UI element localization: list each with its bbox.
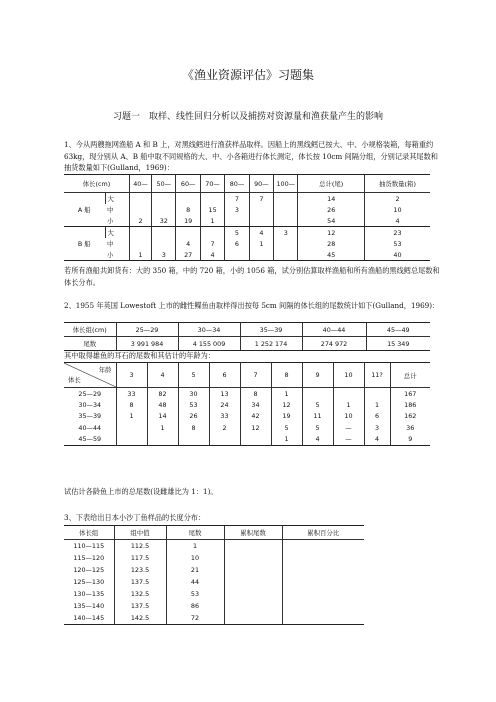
q3-header-cell: 尾数	[166, 526, 224, 540]
q2-count-cell: 4 155 009	[178, 337, 240, 351]
q1-cell	[249, 204, 273, 215]
q2-cell	[116, 422, 147, 433]
age-axis-label: 年龄	[98, 366, 112, 374]
q3-cell: 132.5	[114, 588, 166, 600]
q2-count-cell: 1 252 174	[240, 337, 302, 351]
q2-length-label: 45—59	[64, 434, 116, 446]
q2-cell	[209, 434, 240, 446]
q3-header-cell: 体长组	[64, 526, 114, 540]
q1-size-label: 大	[105, 227, 129, 239]
q1-cell: 3	[274, 227, 298, 239]
q3-header-cell: 累积百分比	[282, 526, 364, 540]
q3-cell: 110—115	[73, 542, 105, 550]
q3-header-cell: 累积尾数	[224, 526, 282, 540]
q2-cell: 9	[390, 434, 430, 446]
q3-cell: 140—145	[64, 612, 114, 625]
q1-cell: 27	[176, 249, 200, 261]
q2-age-header: 5	[178, 363, 209, 388]
q2-cell: 42	[240, 411, 271, 422]
q1-cell: 2	[364, 193, 430, 205]
q2-cell: 8	[178, 422, 209, 433]
q3-cell	[224, 564, 282, 576]
q1-cell	[129, 193, 151, 205]
q3-cell: 123.5	[114, 564, 166, 576]
q2-count-cell: 30—34	[178, 323, 240, 337]
q1-cell: 40	[364, 249, 430, 261]
q2-cell	[147, 434, 178, 446]
q2-count-cell: 35—39	[240, 323, 302, 337]
q3-cell: 137.5	[114, 576, 166, 588]
q2-cell: 2	[209, 422, 240, 433]
q1-cell: 32	[152, 215, 176, 227]
q3-cell	[282, 564, 364, 576]
q3-cell: 10	[166, 552, 224, 564]
q2-cell: 53	[178, 399, 209, 410]
q2-cell: 19	[271, 411, 302, 422]
q3-cell: 115—120	[73, 554, 105, 562]
q1-cell: 12	[298, 227, 365, 239]
length-axis-label: 体长	[68, 376, 81, 384]
q1-cell: 1	[249, 238, 273, 249]
q2-age-header: 10	[333, 363, 364, 388]
q2-cell: 8	[116, 399, 147, 410]
q1-cell: 7	[225, 193, 249, 205]
q2-cell: 10	[333, 411, 364, 422]
q3-cell: 117.5	[114, 552, 166, 564]
q3-cell	[282, 600, 364, 612]
q1-cell	[249, 249, 273, 261]
q3-text: 3、下表给出日本小沙丁鱼样品的长度分布：	[64, 513, 206, 522]
q1-header-cell: 总计(尾)	[298, 175, 365, 193]
q1-cell: 8	[176, 204, 200, 215]
q3-cell: 1	[166, 540, 224, 553]
q1-header-cell: 100—	[274, 175, 298, 193]
q1-cell	[152, 204, 176, 215]
q1-table	[64, 174, 430, 261]
q1-cell: 4	[249, 227, 273, 239]
q1-cell	[129, 227, 151, 239]
q2-age-header: 7	[240, 363, 271, 388]
q2-cell: 1	[271, 434, 302, 446]
q1-cell: 15	[200, 204, 224, 215]
q2-cell: 6	[364, 411, 390, 422]
q3-cell	[282, 588, 364, 600]
q1-cell	[200, 227, 224, 239]
q2-cell: 30	[178, 388, 209, 400]
q2-count-cell: 15 349	[366, 337, 430, 351]
q3-cell	[282, 540, 364, 553]
q2-cell: 1	[364, 399, 390, 410]
q1-cell: 54	[298, 215, 365, 227]
q1-cell: 2	[129, 215, 151, 227]
q2-cell: 162	[390, 411, 430, 422]
q1-cell: 3	[152, 249, 176, 261]
q1-cell	[274, 193, 298, 205]
q3-cell: 142.5	[114, 612, 166, 625]
q2-length-label: 35—39	[78, 412, 102, 421]
q3-cell	[224, 600, 282, 612]
q1-header-cell: 40—	[129, 175, 151, 193]
q3-cell: 112.5	[114, 540, 166, 553]
q1-cell	[225, 215, 249, 227]
q3-cell	[282, 576, 364, 588]
q3-table	[64, 525, 364, 625]
q2-cell: 3	[364, 422, 390, 433]
q1-cell	[152, 238, 176, 249]
q1-cell: 3	[225, 204, 249, 215]
q2-cell	[240, 434, 271, 446]
q2-cell: 82	[147, 388, 178, 400]
q1-cell	[152, 227, 176, 239]
q1-cell	[274, 238, 298, 249]
q2-cell: 167	[390, 388, 430, 400]
q2-cell: 12	[271, 399, 302, 410]
q2-cell: —	[333, 422, 364, 433]
q1-ship-label: B 船	[64, 227, 105, 261]
q2-cell	[116, 434, 147, 446]
q3-cell	[224, 612, 282, 625]
q2-diagonal-header	[64, 363, 116, 388]
q2-cell: 34	[240, 399, 271, 410]
q1-cell: 14	[298, 193, 365, 205]
q1-cell: 7	[249, 193, 273, 205]
q1-size-label: 小	[105, 249, 129, 261]
q1-header-cell: 抽货数量(箱)	[364, 175, 430, 193]
q1-header-cell: 体长(cm)	[64, 175, 129, 193]
q2-cell: 4	[302, 434, 333, 446]
q1-cell	[249, 215, 273, 227]
q2-cell: 24	[209, 399, 240, 410]
q2-cell: 1	[116, 411, 147, 422]
q1-cell	[200, 193, 224, 205]
q2-cell: 33	[209, 411, 240, 422]
q2-cell: 26	[178, 411, 209, 422]
q2-cell	[178, 434, 209, 446]
q2-age-header: 11?	[364, 363, 390, 388]
q1-cell: 6	[225, 238, 249, 249]
q1-size-label: 中	[107, 240, 114, 248]
q3-cell: 120—125	[73, 566, 105, 574]
q1-cell: 5	[225, 227, 249, 239]
q3-cell	[224, 552, 282, 564]
q2-cell: 1	[147, 422, 178, 433]
q3-cell: 44	[166, 576, 224, 588]
q1-cell	[129, 204, 151, 215]
q1-header-cell: 50—	[152, 175, 176, 193]
q2-cell: 11	[302, 411, 333, 422]
q2-count-cell: 体长组(cm)	[64, 323, 116, 337]
q2-count-cell: 274 972	[302, 337, 366, 351]
q3-cell: 125—130	[73, 578, 105, 586]
q3-cell	[224, 588, 282, 600]
q1-cell: 1	[200, 215, 224, 227]
q3-cell: 137.5	[114, 600, 166, 612]
q2-cell	[364, 388, 390, 400]
q1-cell	[129, 238, 151, 249]
q2-text: 2、1955 年英国 Lowestoft 上市的雌性鲽鱼由取样得出按每 5cm 间隔的体长组的尾数统计如下(Gulland，1969)：	[64, 301, 440, 310]
q2-count-cell: 尾数	[64, 337, 116, 351]
q1-cell: 28	[298, 238, 365, 249]
q1-cell: 4	[200, 249, 224, 261]
q2-cell	[333, 388, 364, 400]
q1-header-cell: 60—	[176, 175, 200, 193]
q2-count-cell: 45—49	[366, 323, 430, 337]
q2-length-label: 25—29	[78, 389, 102, 398]
q2-count-table	[64, 322, 430, 351]
q1-cell	[225, 249, 249, 261]
q3-cell	[282, 552, 364, 564]
chapter-heading: 习题一 取样、线性回归分析以及捕捞对资源量和渔获量产生的影响	[112, 112, 383, 122]
q1-size-label: 中	[107, 206, 114, 214]
q2-cell: 33	[116, 388, 147, 400]
q3-cell: 72	[166, 612, 224, 625]
q2-count-cell: 3 991 984	[116, 337, 178, 351]
q3-cell: 86	[166, 600, 224, 612]
q1-cell	[274, 204, 298, 215]
q3-cell: 135—140	[73, 602, 105, 610]
q2-intro: 其中取得雄鱼的耳石的尾数和其估计的年龄为：	[64, 351, 215, 360]
q2-note: 试估计各龄鱼上市的总尾数(设雌雄比为 1：1)。	[64, 487, 218, 496]
q2-cell: 1	[333, 399, 364, 410]
q2-cell: 8	[240, 388, 271, 400]
q1-cell	[274, 249, 298, 261]
q3-cell: 130—135	[73, 590, 105, 598]
q2-cell: 4	[364, 434, 390, 446]
q1-cell: 53	[364, 238, 430, 249]
q2-cell: 12	[240, 422, 271, 433]
q2-cell: —	[333, 434, 364, 446]
q2-age-header: 3	[116, 363, 147, 388]
q3-cell: 53	[166, 588, 224, 600]
q2-age-header: 4	[147, 363, 178, 388]
q1-cell: 19	[176, 215, 200, 227]
q1-cell: 23	[364, 227, 430, 239]
q1-note: 若所有渔船共卸货有：大的 350 箱，中的 720 箱，小的 1056 箱，试分别估算取样渔船和所有渔船的黑线鳕总尾数和体长分布。	[64, 266, 440, 287]
q2-cell	[302, 388, 333, 400]
document-title: 《渔业资源评估》习题集	[181, 68, 314, 82]
q2-length-label: 40—44	[78, 423, 102, 432]
q2-cell: 48	[147, 399, 178, 410]
q2-count-cell: 25—29	[116, 323, 178, 337]
q3-header-cell: 组中值	[114, 526, 166, 540]
q3-cell	[224, 540, 282, 553]
q1-cell: 26	[298, 204, 365, 215]
q1-cell	[152, 193, 176, 205]
q2-cell: 186	[390, 399, 430, 410]
q2-cell: 1	[271, 388, 302, 400]
q1-size-label: 大	[105, 193, 129, 205]
q2-cell: 14	[147, 411, 178, 422]
q1-header-cell: 90—	[249, 175, 273, 193]
q1-cell	[176, 227, 200, 239]
q1-cell: 4	[176, 238, 200, 249]
q2-count-cell: 40—44	[302, 323, 366, 337]
q1-cell	[274, 215, 298, 227]
q3-cell: 21	[166, 564, 224, 576]
q2-age-table	[64, 362, 430, 446]
q3-cell	[282, 612, 364, 625]
q2-cell: 13	[209, 388, 240, 400]
q1-cell: 1	[129, 249, 151, 261]
q1-cell: 45	[298, 249, 365, 261]
q2-cell: 5	[302, 422, 333, 433]
q1-cell: 10	[364, 204, 430, 215]
q2-age-header: 6	[209, 363, 240, 388]
q1-header-cell: 70—	[200, 175, 224, 193]
q1-cell: 7	[200, 238, 224, 249]
q1-header-cell: 80—	[225, 175, 249, 193]
q2-total-header: 总计	[390, 363, 430, 388]
q2-cell: 5	[302, 399, 333, 410]
q1-ship-label: A 船	[64, 193, 105, 227]
q1-size-label: 小	[105, 215, 129, 227]
q2-cell: 5	[271, 422, 302, 433]
q1-cell: 4	[364, 215, 430, 227]
q2-cell: 36	[390, 422, 430, 433]
q3-cell	[224, 576, 282, 588]
q2-age-header: 9	[302, 363, 333, 388]
q1-cell	[176, 193, 200, 205]
q2-length-label: 30—34	[78, 401, 102, 410]
q1-text: 1、今从两艘拖网渔船 A 和 B 上，对黑线鳕进行渔获样品取样。因船上的黑线鳕已按大、中、小规格装箱，每箱重约 63kg，现分别从 A、B 船中取不同规格的大、中、小各箱进行体长测定，体长按 10cm 间隔分组，分别记录其尾数和抽货数量如下(Gulland，1969)：	[64, 140, 438, 173]
q2-age-header: 8	[271, 363, 302, 388]
